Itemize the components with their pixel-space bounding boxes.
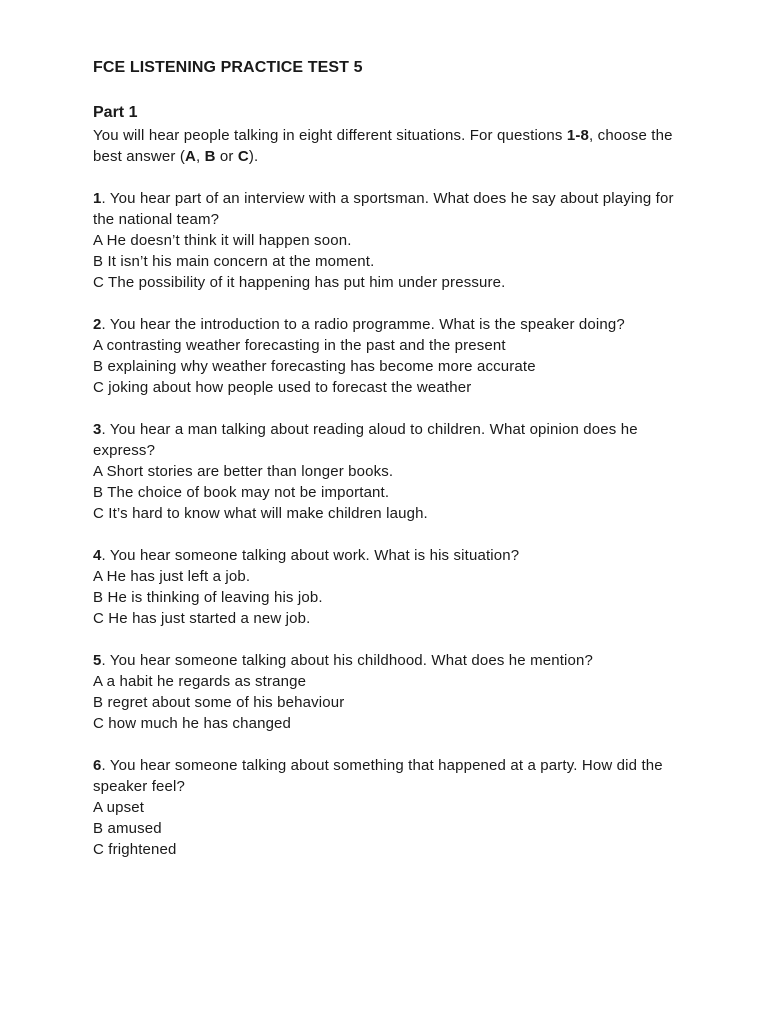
document-page <box>93 58 693 860</box>
part-heading: Part 1 <box>93 104 138 121</box>
option-a: A a habit he regards as strange <box>93 673 307 690</box>
answer-letter-a: A <box>185 148 196 165</box>
question-2 <box>93 314 693 398</box>
question-number: 6 <box>93 757 102 774</box>
option-c: C joking about how people used to forecast the weather <box>93 379 472 396</box>
option-a: A He has just left a job. <box>93 568 251 585</box>
question-4 <box>93 545 693 629</box>
option-a: A contrasting weather forecasting in the past and the present <box>93 337 506 354</box>
option-a: A upset <box>93 799 145 816</box>
question-text: . You hear someone talking about his childhood. What does he mention? <box>101 652 594 669</box>
option-c: C He has just started a new job. <box>93 610 311 627</box>
option-b: B amused <box>93 820 162 837</box>
instructions-separator-2: or <box>215 148 238 165</box>
option-b: B regret about some of his behaviour <box>93 694 345 711</box>
answer-letter-c: C <box>237 148 249 165</box>
document-title: FCE LISTENING PRACTICE TEST 5 <box>93 59 363 76</box>
question-text: . You hear someone talking about work. What is his situation? <box>101 547 520 564</box>
option-a: A Short stories are better than longer books. <box>93 463 394 480</box>
instructions-text-1: You will hear people talking in eight different situations. For questions <box>93 127 567 144</box>
question-number: 4 <box>93 547 102 564</box>
question-text: . You hear someone talking about something that happened at a party. How did the speaker feel? <box>93 757 663 795</box>
question-text: . You hear the introduction to a radio programme. What is the speaker doing? <box>101 316 625 333</box>
instructions <box>93 125 693 167</box>
question-5 <box>93 650 693 734</box>
question-stem <box>93 545 693 566</box>
question-text: . You hear part of an interview with a sportsman. What does he say about playing for the national team? <box>93 190 674 228</box>
question-number: 1 <box>93 190 102 207</box>
instructions-text-3: ). <box>248 148 259 165</box>
option-b: B The choice of book may not be important. <box>93 484 390 501</box>
option-b: B It isn’t his main concern at the moment. <box>93 253 375 270</box>
question-3 <box>93 419 693 524</box>
option-b: B He is thinking of leaving his job. <box>93 589 323 606</box>
question-number: 2 <box>93 316 102 333</box>
question-1 <box>93 188 693 293</box>
question-stem <box>93 419 693 461</box>
question-stem <box>93 188 693 230</box>
question-range: 1-8 <box>566 127 590 144</box>
answer-letter-b: B <box>204 148 216 165</box>
option-c: C how much he has changed <box>93 715 292 732</box>
question-stem <box>93 314 693 335</box>
question-stem <box>93 755 693 797</box>
instructions-separator-1: , <box>195 148 205 165</box>
option-c: C frightened <box>93 841 177 858</box>
option-c: C The possibility of it happening has put him under pressure. <box>93 274 506 291</box>
option-a: A He doesn’t think it will happen soon. <box>93 232 352 249</box>
option-b: B explaining why weather forecasting has become more accurate <box>93 358 536 375</box>
question-stem <box>93 650 693 671</box>
question-6 <box>93 755 693 860</box>
instructions-text-2: , choose the best answer ( <box>93 127 673 165</box>
question-text: . You hear a man talking about reading aloud to children. What opinion does he express? <box>93 421 638 459</box>
question-number: 5 <box>93 652 102 669</box>
question-number: 3 <box>93 421 102 438</box>
option-c: C It’s hard to know what will make children laugh. <box>93 505 428 522</box>
